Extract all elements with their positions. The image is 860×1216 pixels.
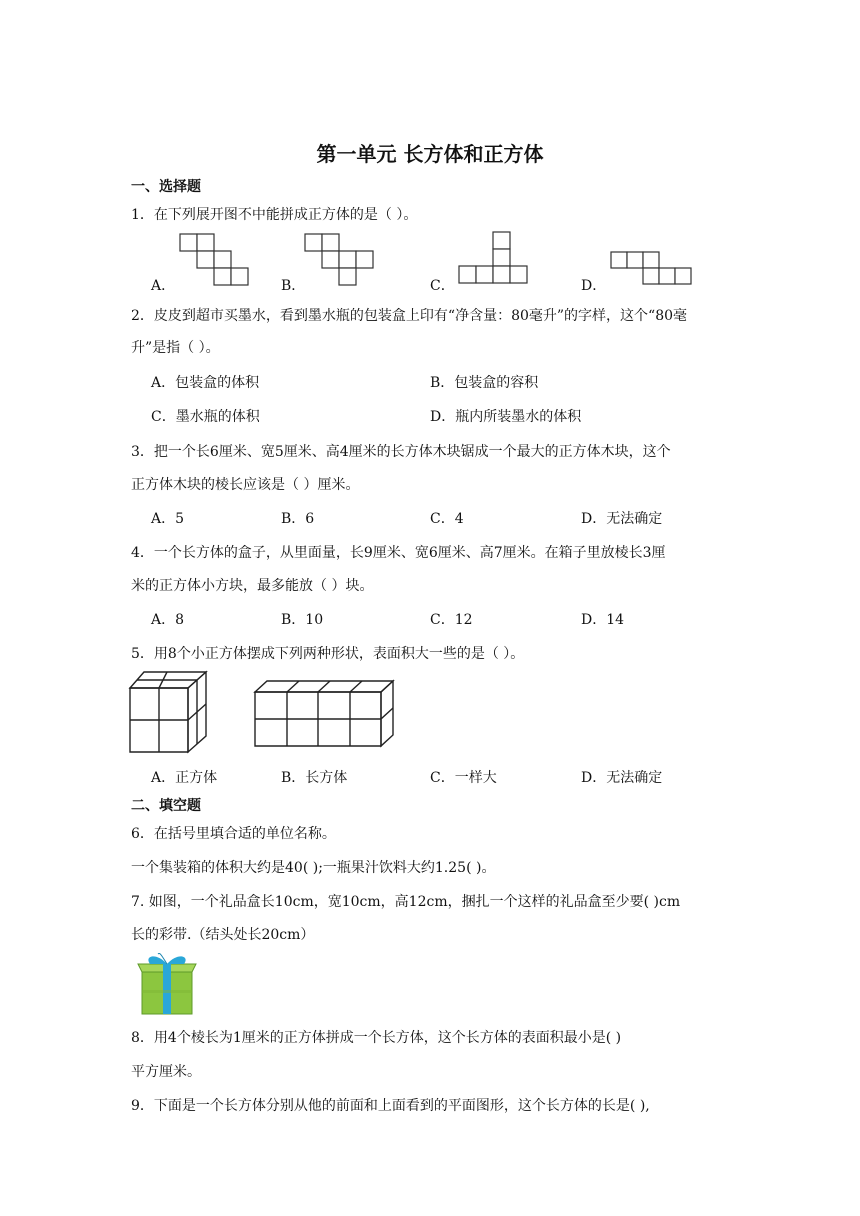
q5-option-b[interactable]: B．长方体	[281, 770, 348, 786]
question-6-line-1: 6．在括号里填合适的单位名称。	[131, 826, 336, 842]
cuboid-shape-figure	[255, 680, 395, 750]
question-6-line-2: 一个集装箱的体积大约是40( );一瓶果汁饮料大约1.25( )。	[131, 860, 496, 876]
question-7-line-2: 长的彩带.（结头处长20cm）	[131, 927, 315, 943]
net-c-figure	[457, 232, 537, 288]
q5-option-d[interactable]: D．无法确定	[581, 770, 663, 786]
q2-option-c[interactable]: C．墨水瓶的体积	[151, 409, 260, 425]
q1-option-d[interactable]: D．	[581, 278, 607, 294]
q5-option-a[interactable]: A．正方体	[151, 770, 218, 786]
q4-option-b[interactable]: B．10	[281, 612, 324, 628]
q3-option-b[interactable]: B．6	[281, 511, 315, 527]
gift-box-figure	[136, 952, 198, 1016]
section-fill-heading: 二、填空题	[131, 798, 201, 814]
question-8-line-2: 平方厘米。	[131, 1064, 201, 1080]
q1-option-c[interactable]: C．	[430, 278, 455, 294]
q2-option-d[interactable]: D．瓶内所装墨水的体积	[430, 409, 582, 425]
q4-option-a[interactable]: A．8	[151, 612, 185, 628]
q1-option-b[interactable]: B．	[281, 278, 306, 294]
question-1-text: 1．在下列展开图不中能拼成正方体的是（ ）。	[131, 207, 418, 223]
question-3-line-2: 正方体木块的棱长应该是（ ）厘米。	[131, 477, 360, 493]
q5-option-c[interactable]: C．一样大	[430, 770, 497, 786]
q1-option-a[interactable]: A．	[151, 278, 176, 294]
net-b-figure	[305, 234, 377, 288]
net-d-figure	[611, 252, 693, 288]
question-5-text: 5．用8个小正方体摆成下列两种形状，表面积大一些的是（ ）。	[131, 646, 525, 662]
question-9-line-1: 9．下面是一个长方体分别从他的前面和上面看到的平面图形，这个长方体的长是( ),	[131, 1098, 650, 1114]
question-3-line-1: 3．把一个长6厘米、宽5厘米、高4厘米的长方体木块锯成一个最大的正方体木块，这个	[131, 444, 671, 460]
q2-option-b[interactable]: B．包装盒的容积	[430, 375, 539, 391]
q4-option-c[interactable]: C．12	[430, 612, 473, 628]
question-4-line-2: 米的正方体小方块，最多能放（ ）块。	[131, 578, 374, 594]
q3-option-d[interactable]: D．无法确定	[581, 511, 663, 527]
cube-shape-figure	[130, 670, 212, 756]
net-a-figure	[180, 234, 252, 288]
page-title: 第一单元 长方体和正方体	[316, 142, 544, 166]
q2-option-a[interactable]: A．包装盒的体积	[151, 375, 260, 391]
question-7-line-1: 7. 如图，一个礼品盒长10cm，宽10cm，高12cm，捆扎一个这样的礼品盒至少要( )cm	[131, 894, 681, 910]
question-4-line-1: 4．一个长方体的盒子，从里面量，长9厘米、宽6厘米、高7厘米。在箱子里放棱长3厘	[131, 545, 666, 561]
question-2-line-2: 升”是指（ ）。	[131, 340, 220, 356]
section-choice-heading: 一、选择题	[131, 179, 201, 195]
question-2-line-1: 2．皮皮到超市买墨水，看到墨水瓶的包装盒上印有“净含量：80毫升”的字样，这个“80毫	[131, 308, 688, 324]
q3-option-a[interactable]: A．5	[151, 511, 185, 527]
question-8-line-1: 8．用4个棱长为1厘米的正方体拼成一个长方体，这个长方体的表面积最小是( )	[131, 1030, 622, 1046]
q4-option-d[interactable]: D．14	[581, 612, 625, 628]
q3-option-c[interactable]: C．4	[430, 511, 464, 527]
